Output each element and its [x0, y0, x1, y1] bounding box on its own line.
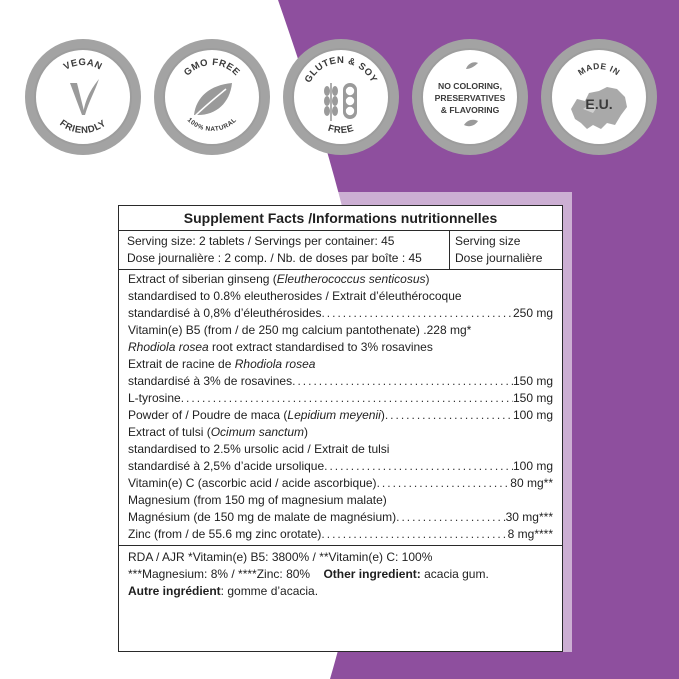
other-ingredient-label: Other ingredient:: [323, 567, 421, 581]
ingredient-row: Vitamin(e) C (ascorbic acid / acide ascorbique) ..... 80 mg**: [128, 475, 553, 492]
ingredient-row: standardisé à 0,8% d’éleuthérosides ..... 250 mg: [128, 305, 553, 322]
ingredient-row: Powder of / Poudre de maca (Lepidium meyenii) ..... 100 mg: [128, 407, 553, 424]
ingredient-row: L-tyrosine ..... 150 mg: [128, 390, 553, 407]
svg-text:FRIENDLY: [58, 118, 109, 136]
check-leaf-icon: [466, 62, 478, 69]
leaf-icon: [194, 83, 232, 117]
serving-line-fr: Dose journalière : 2 comp. / Nb. de doses par boîte : 45: [127, 251, 422, 265]
serving-size-header: [450, 231, 562, 269]
svg-text:VEGAN: [62, 57, 104, 73]
badge-bottom-text: FREE: [326, 122, 356, 137]
ingredient-line: Rhodiola rosea root extract standardised to 3% rosavines: [128, 340, 433, 354]
ingredient-line: Magnesium (from 150 mg of magnesium malate): [128, 493, 387, 507]
other-ingredient-value: acacia gum.: [420, 567, 489, 581]
supplement-facts-table: [118, 205, 563, 652]
ingredient-amount: 228 mg*: [426, 323, 472, 337]
wheat-soy-icon: [324, 83, 357, 121]
badge-center-text: E.U.: [585, 96, 613, 112]
autre-ingredient-label: Autre ingrédient: [128, 584, 221, 598]
badge-bottom-text: FRIENDLY: [57, 117, 109, 137]
ingredient-line: Extrait de racine de Rhodiola rosea: [128, 357, 316, 371]
ingredient-row: Magnésium (de 150 mg de malate de magnésium) ..... 30 mg***: [128, 509, 553, 526]
ingredient-amount: 8 mg****: [507, 527, 553, 541]
rda-line: RDA / AJR *Vitamin(e) B5: 3800% / **Vitamin(e) C: 100%: [128, 550, 433, 564]
ingredient-amount: 150 mg: [512, 374, 553, 388]
svg-text:MADE IN: [576, 61, 622, 78]
ingredient-amount: 100 mg: [512, 459, 553, 473]
ingredient-amount: 150 mg: [512, 391, 553, 405]
badge-top-text: VEGAN: [61, 56, 105, 73]
gluten-soy-free-badge: [283, 39, 399, 155]
facts-title: Supplement Facts /Informations nutritionnelles: [119, 206, 562, 231]
dose-label: Dose journalière: [455, 251, 543, 265]
ingredient-line: Extract of tulsi (Ocimum sanctum): [128, 425, 309, 439]
made-in-eu-badge: [541, 39, 657, 155]
svg-text:GMO FREE: [182, 57, 242, 78]
svg-text:GLUTEN & SOY: [303, 55, 380, 85]
serving-row: [119, 231, 562, 270]
no-coloring-badge: [412, 39, 528, 155]
serving-info: [119, 231, 450, 269]
ingredients-list: [119, 270, 562, 546]
svg-text:FREE: [327, 123, 356, 136]
ingredient-line: standardised to 2.5% ursolic acid / Extrait de tulsi: [128, 442, 390, 456]
ingredient-line: Extract of siberian ginseng (Eleutherococcus senticosus): [128, 272, 430, 286]
serving-line-en: Serving size: 2 tablets / Servings per container: 45: [127, 234, 395, 248]
ingredient-row: standardisé à 3% de rosavines ..... 150 mg: [128, 373, 553, 390]
ingredient-row: Zinc (from / de 55.6 mg zinc orotate) ..... 8 mg****: [128, 526, 553, 543]
rda-line-2: ***Magnesium: 8% / ****Zinc: 80% Other ingredient: acacia gum.: [128, 567, 489, 581]
autre-ingredient-value: : gomme d’acacia.: [220, 584, 319, 598]
badge-bottom-text: 100% NATURAL: [185, 116, 239, 134]
badge-top-text: GLUTEN & SOY: [302, 54, 380, 85]
svg-text:100% NATURAL: [186, 117, 238, 133]
ingredient-amount: 30 mg***: [505, 510, 553, 524]
badge-top-text: MADE IN: [576, 60, 623, 78]
ingredient-row: standardisé à 2,5% d’acide ursolique ..... 100 mg: [128, 458, 553, 475]
ingredient-amount: 80 mg**: [510, 476, 553, 490]
autre-ingredient-line: [128, 583, 553, 600]
ingredient-row: Vitamin(e) B5 (from / de 250 mg calcium pantothenate) . 228 mg*: [128, 323, 472, 337]
ingredient-amount: 100 mg: [512, 408, 553, 422]
gmo-free-badge: [154, 39, 270, 155]
vegan-friendly-badge: [25, 39, 141, 155]
badge-line-2: PRESERVATIVES: [434, 93, 506, 103]
badge-line-3: & FLAVORING: [440, 105, 500, 115]
leaf-icon: [464, 120, 478, 126]
ingredient-line: standardised to 0.8% eleutherosides / Extrait d’éleuthérocoque: [128, 289, 462, 303]
ingredient-amount: 250 mg: [512, 306, 553, 320]
v-leaf-icon: [70, 79, 99, 115]
facts-footer: [119, 546, 562, 603]
badge-line-1: NO COLORING,: [438, 81, 502, 91]
serving-size-label: Serving size: [455, 234, 521, 248]
badge-top-text: GMO FREE: [181, 56, 243, 79]
